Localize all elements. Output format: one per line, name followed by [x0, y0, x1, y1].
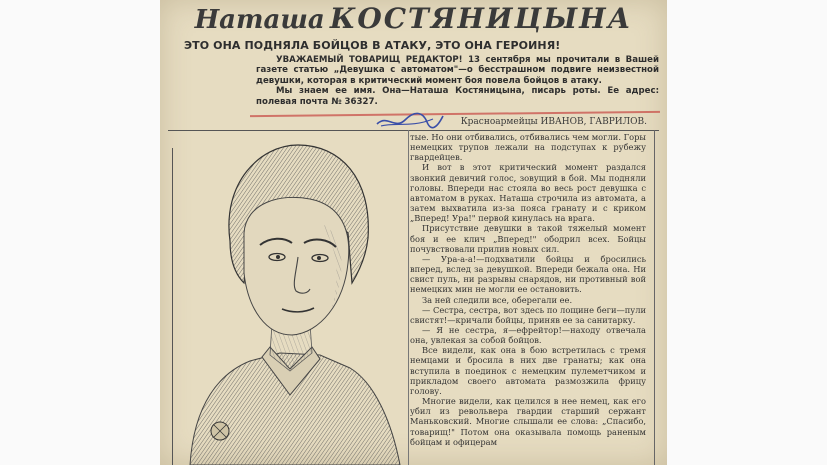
article-paragraph: И вот в этот критический момент раздался звонкий девичий голос, зовущий в бой. Мы подняли головы. Впереди нас стояла во весь рост девушка с автоматом в руках. Наташа строчила из автомата, а затем выхватила из-за пояса гранату и с криком „Вперед! Ура!" первой кинулась на врага. [410, 162, 646, 224]
headline [160, 2, 667, 35]
column-divider [654, 130, 655, 465]
portrait-engraving [180, 133, 405, 465]
letter-signers: Красноармейцы ИВАНОВ, ГАВРИЛОВ. [460, 117, 647, 127]
article-paragraph: — Сестра, сестра, вот здесь по лощине беги—пули свистят!—кричали бойцы, приняв ее за санитарку. [410, 304, 646, 325]
article-paragraph: Присутствие девушки в такой тяжелый момент боя и ее клич „Вперед!" ободрил всех. Бойцы почувствовали прилив новых сил. [410, 223, 646, 254]
article-paragraph: — Я не сестра, я—ефрейтор!—находу отвечала она, увлекая за собой бойцов. [410, 324, 646, 346]
article-paragraph: За ней следили все, оберегали ее. [422, 294, 573, 305]
headline-first-name: Наташа [194, 5, 325, 35]
article-paragraph: Все видели, как она в бою встретилась с тремя немцами и бросила в них две гранаты; как она вступила в поединок с немецким пулеметчиком и прикладом своего автомата размозжила фрицу голову. [410, 345, 646, 396]
letter-to-editor [256, 55, 659, 107]
article-paragraph: — Ура-а-а!—подхватили бойцы и бросились вперед, вслед за девушкой. Впереди бежала она. Ни свист пуль, ни разрывы снарядов, ни противный вой немецких мин не могли ее остановить. [410, 253, 646, 295]
letter-paragraph: УВАЖАЕМЫЙ ТОВАРИЩ РЕДАКТОР! 13 сентября мы прочитали в Вашей газете статью „Девушка с автоматом"—о бесстрашном подвиге неизвестной девушки, которая в критический момент боя повела бойцов в атаку. [256, 55, 659, 86]
divider [168, 130, 659, 131]
letter-paragraph: Мы знаем ее имя. Она—Наташа Костяницына, писарь роты. Ее адрес: полевая почта № 36327. [256, 86, 659, 107]
article-paragraph: Многие видели, как целился в нее немец, как его убил из револьвера гвардии старший сержант Маньковский. Многие слышали ее слова: „Спасибо, товарищ!" Потом она оказывала помощь раненым бойцам и офицерам [410, 396, 646, 447]
newspaper-clipping [160, 0, 667, 465]
article-column [410, 132, 646, 447]
column-divider [408, 130, 409, 465]
divider [172, 148, 173, 465]
article-paragraph: тые. Но они отбивались, отбивались чем могли. Горы немецких трупов лежали на подступах к рубежу гвардейцев. [410, 132, 646, 163]
subtitle: ЭТО ОНА ПОДНЯЛА БОЙЦОВ В АТАКУ, ЭТО ОНА ГЕРОИНЯ! [184, 39, 561, 52]
headline-last-name: КОСТЯНИЦЫНА [329, 2, 633, 35]
